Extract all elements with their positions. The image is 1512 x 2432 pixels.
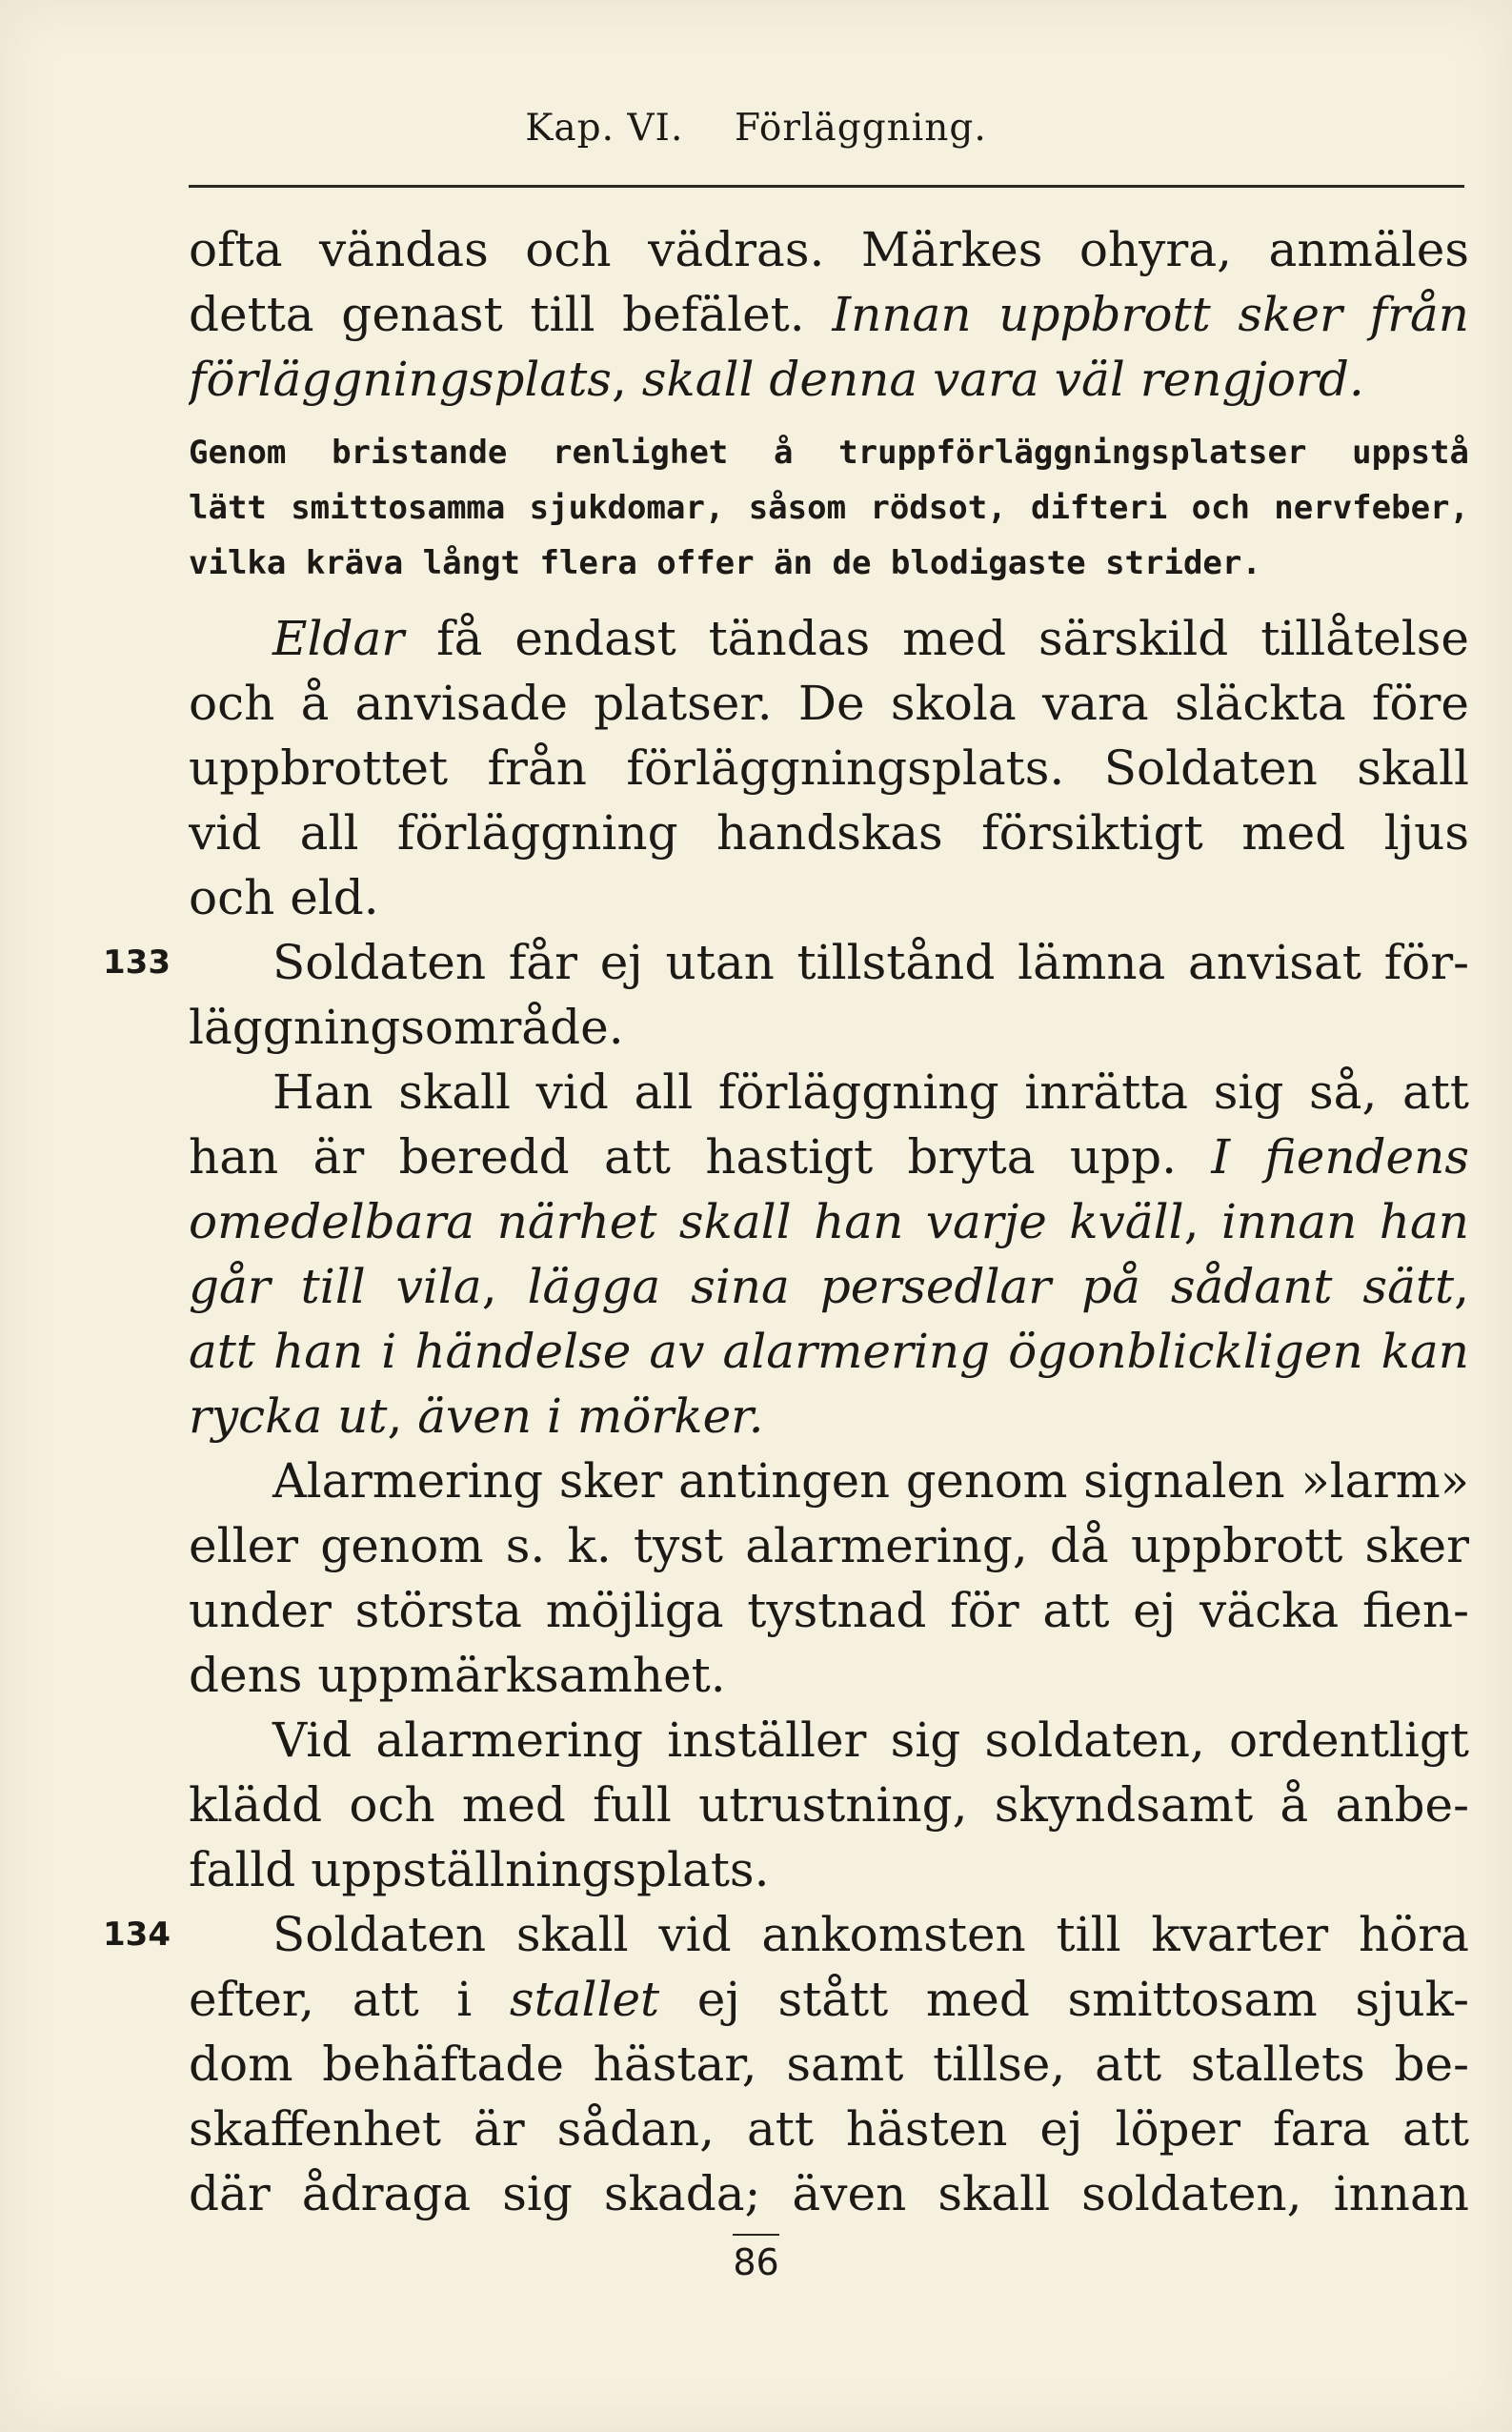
text-span: Han skall vid all förläggning inrätta sig så, att — [272, 1064, 1469, 1120]
text-span: , — [387, 1388, 418, 1444]
italic-text: stallet — [509, 1972, 660, 2027]
italic-text: förläggningsplats — [189, 352, 612, 407]
text-span: uppbrottet från förläggningsplats. Soldaten skall — [189, 740, 1469, 796]
paragraph-1 — [189, 217, 1469, 412]
text-span: , — [1454, 1259, 1469, 1314]
text-span: efter, att i — [189, 1972, 510, 2027]
italic-text: innan han — [1220, 1194, 1469, 1249]
text-span: skaffenhet är sådan, att hästen ej löper fara att — [189, 2101, 1469, 2157]
text-span: och eld. — [189, 870, 379, 925]
text-line — [189, 1319, 1469, 1384]
text-span: eller genom s. k. tyst alarmering, då uppbrott sker — [189, 1518, 1469, 1573]
italic-text: Eldar — [272, 611, 405, 666]
text-span: Soldaten skall vid ankomsten till kvarter höra — [272, 1907, 1469, 1962]
italic-text: I fiendens — [1211, 1129, 1469, 1185]
section-number-134: 134 — [103, 1915, 171, 1954]
text-line — [189, 736, 1469, 801]
text-line — [189, 1837, 1469, 1902]
text-span: få endast tändas med särskild tillåtelse — [404, 611, 1469, 666]
text-span: detta genast till befälet. — [189, 287, 833, 342]
text-line — [189, 217, 1469, 282]
text-span: dens uppmärksamhet. — [189, 1648, 726, 1703]
text-line — [189, 2161, 1469, 2226]
small-print-note — [189, 425, 1469, 591]
text-span: falld uppställningsplats. — [189, 1842, 770, 1897]
text-line — [189, 606, 1469, 671]
text-span: Vid alarmering inställer sig soldaten, ordentligt — [272, 1713, 1469, 1768]
text-line — [189, 865, 1469, 930]
italic-text: även i mörker. — [417, 1388, 764, 1444]
section-133 — [189, 930, 1469, 1902]
text-line — [189, 671, 1469, 736]
text-line — [189, 1513, 1469, 1578]
note-line: lätt smittosamma sjukdomar, såsom rödsot, difteri och nervfeber, — [189, 489, 1469, 527]
running-header — [0, 107, 1512, 150]
text-span: ofta vändas och vädras. Märkes ohyra, anmäles — [189, 222, 1469, 277]
text-span: dom behäftade hästar, samt tillse, att stallets be- — [189, 2037, 1469, 2092]
header-rule — [189, 185, 1464, 188]
text-span: och å anvisade platser. De skola vara släckta före — [189, 676, 1469, 731]
text-span: , — [1183, 1194, 1221, 1249]
text-span: , — [481, 1259, 528, 1314]
italic-text: går till vila — [189, 1259, 482, 1314]
text-line — [189, 1060, 1469, 1125]
text-span: läggningsområde. — [189, 1000, 624, 1055]
text-line — [189, 1125, 1469, 1189]
text-line — [189, 1578, 1469, 1643]
text-line — [189, 282, 1469, 347]
note-line: vilka kräva långt flera offer än de blodigaste strider. — [189, 544, 1261, 582]
text-line — [189, 1902, 1469, 1967]
text-line — [189, 1773, 1469, 1837]
italic-text: omedelbara närhet skall han varje kväll — [189, 1194, 1184, 1249]
chapter-label: Kap. VI. — [525, 107, 684, 150]
text-span: han är beredd att hastigt bryta upp. — [189, 1129, 1212, 1185]
text-span: vid all förläggning handskas försiktigt med ljus — [189, 805, 1469, 861]
text-line — [189, 2032, 1469, 2097]
italic-text: skall denna vara väl rengjord. — [641, 352, 1364, 407]
text-span: klädd och med full utrustning, skyndsamt å anbe- — [189, 1777, 1469, 1833]
italic-text: Innan uppbrott sker från — [832, 287, 1469, 342]
text-line — [189, 2097, 1469, 2161]
italic-text: lägga sina persedlar på sådant sätt — [527, 1259, 1455, 1314]
page-number-value: 86 — [733, 2234, 778, 2283]
text-line — [189, 1643, 1469, 1708]
text-line — [189, 1967, 1469, 2032]
text-span: ej stått med smittosam sjuk- — [659, 1972, 1469, 2027]
text-span: under största möjliga tystnad för att ej väcka fien- — [189, 1583, 1469, 1638]
text-line — [189, 1384, 1469, 1449]
text-line — [189, 995, 1469, 1060]
italic-text: rycka ut — [189, 1388, 388, 1444]
page-number — [0, 2241, 1512, 2283]
section-number-133: 133 — [103, 943, 171, 982]
section-134 — [189, 1902, 1469, 2226]
text-line — [189, 1254, 1469, 1319]
text-span: , — [611, 352, 642, 407]
paragraph-eldar — [189, 606, 1469, 930]
text-line — [189, 1449, 1469, 1513]
text-span: där ådraga sig skada; även skall soldaten, innan — [189, 2166, 1469, 2221]
text-span: Soldaten får ej utan tillstånd lämna anvisat för- — [272, 935, 1469, 990]
text-line — [189, 347, 1469, 412]
text-span: Alarmering sker antingen genom signalen »larm» — [272, 1453, 1469, 1509]
italic-text: att han i händelse av alarmering ögonblickligen kan — [189, 1324, 1469, 1379]
text-line — [189, 801, 1469, 865]
note-line: Genom bristande renlighet å truppförläggningsplatser uppstå — [189, 434, 1469, 472]
text-line — [189, 1708, 1469, 1773]
chapter-title: Förläggning. — [734, 107, 987, 150]
text-line — [189, 1189, 1469, 1254]
text-line — [189, 930, 1469, 995]
